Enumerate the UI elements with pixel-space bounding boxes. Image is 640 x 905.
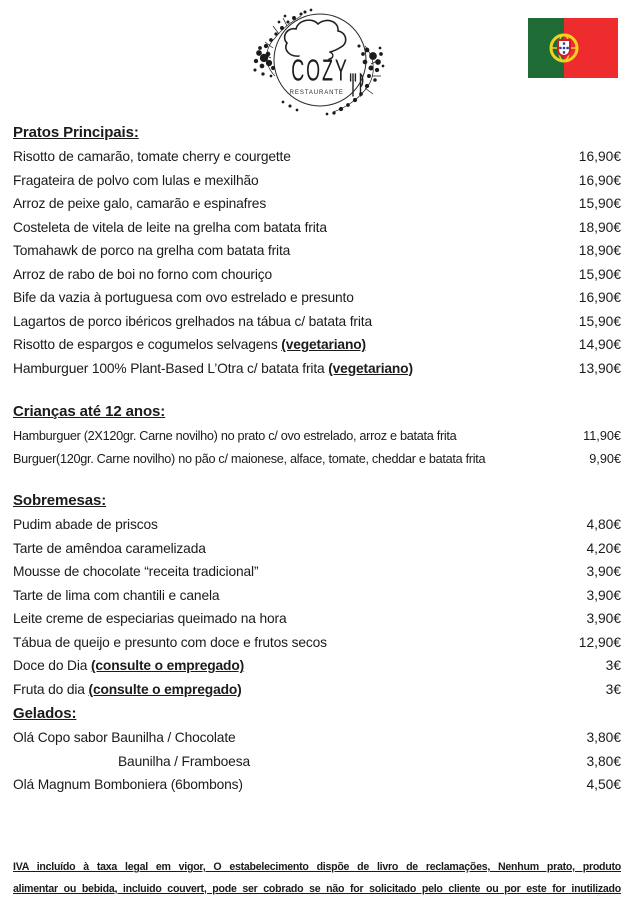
menu-item bbox=[13, 560, 621, 584]
menu-section bbox=[13, 701, 621, 797]
menu-item-price: 11,90€ bbox=[583, 428, 621, 443]
menu-item-price: 18,90€ bbox=[578, 243, 621, 259]
menu-item-name bbox=[13, 754, 250, 769]
menu-item bbox=[13, 424, 621, 448]
menu-item bbox=[13, 239, 621, 263]
restaurant-logo bbox=[235, 4, 405, 118]
legal-footer bbox=[13, 857, 621, 900]
menu-item-text: Tarte de amêndoa caramelizada bbox=[13, 540, 206, 556]
menu-item-text: Doce do Dia bbox=[13, 658, 91, 674]
menu-section bbox=[13, 120, 621, 380]
menu-item-name bbox=[13, 196, 266, 211]
menu-item-name bbox=[13, 267, 272, 282]
menu-item-price: 16,90€ bbox=[578, 172, 621, 188]
menu-item-name bbox=[13, 611, 287, 626]
menu-item-name bbox=[13, 337, 366, 352]
menu-item bbox=[13, 631, 621, 655]
menu-item bbox=[13, 192, 621, 216]
menu-item bbox=[13, 537, 621, 561]
menu-item-text: Risotto de espargos e cogumelos selvagens bbox=[13, 337, 282, 353]
menu-item-text: Arroz de peixe galo, camarão e espinafres bbox=[13, 196, 267, 212]
menu-item-price: 3,90€ bbox=[586, 611, 621, 627]
menu-item-price: 18,90€ bbox=[578, 219, 621, 235]
menu-item-text: Olá Magnum Bomboniera (6bombons) bbox=[13, 777, 243, 793]
menu-item-tag: (consulte o empregado) bbox=[90, 658, 245, 674]
menu-sections bbox=[13, 120, 621, 797]
menu-item-text: Tábua de queijo e presunto com doce e frutos secos bbox=[13, 634, 327, 650]
menu-item-text: Bife da vazia à portuguesa com ovo estrelado e presunto bbox=[13, 290, 354, 306]
menu-item-price: 4,50€ bbox=[586, 777, 621, 793]
menu-item-name bbox=[13, 243, 290, 258]
menu-item-price: 3,80€ bbox=[586, 753, 621, 769]
menu-item bbox=[13, 448, 621, 472]
section-title: Gelados: bbox=[13, 705, 77, 722]
menu-item-text: Burguer(120gr. Carne novilho) no pão c/ maionese, alface, tomate, cheddar e batata frita bbox=[13, 452, 486, 467]
section-title: Pratos Principais: bbox=[13, 124, 139, 141]
menu-item-text: Fragateira de polvo com lulas e mexilhão bbox=[13, 172, 259, 188]
menu-item-text: Hamburguer 100% Plant-Based L’Otra c/ batata frita bbox=[13, 360, 329, 376]
menu-item bbox=[13, 263, 621, 287]
menu-item-price: 16,90€ bbox=[578, 290, 621, 306]
menu-item-price: 3,80€ bbox=[586, 730, 621, 746]
menu-item-price: 16,90€ bbox=[578, 149, 621, 165]
menu-item-price: 15,90€ bbox=[578, 266, 621, 282]
menu-item bbox=[13, 654, 621, 678]
menu-item bbox=[13, 333, 621, 357]
menu-section bbox=[13, 399, 621, 471]
menu-item-price: 4,20€ bbox=[586, 540, 621, 556]
menu-item-price: 4,80€ bbox=[586, 517, 621, 533]
menu-item-name bbox=[13, 635, 327, 650]
menu-item-tag: (vegetariano) bbox=[328, 360, 413, 376]
menu-item-text: Olá Copo sabor Baunilha / Chocolate bbox=[13, 730, 236, 746]
menu-item-name bbox=[13, 564, 258, 579]
menu-item-name bbox=[13, 777, 243, 792]
menu-item bbox=[13, 750, 621, 774]
menu-item-tag: (vegetariano) bbox=[281, 337, 366, 353]
menu-item-text: Arroz de rabo de boi no forno com chouriço bbox=[13, 266, 273, 282]
menu-item-name bbox=[13, 290, 354, 305]
menu-item-tag: (consulte o empregado) bbox=[88, 681, 242, 697]
menu-item-text: Baunilha / Framboesa bbox=[118, 753, 250, 769]
menu-item bbox=[13, 145, 621, 169]
menu-item bbox=[13, 584, 621, 608]
menu-item-name bbox=[13, 682, 242, 697]
menu-item-name bbox=[13, 429, 456, 443]
menu-item bbox=[13, 286, 621, 310]
menu-item-text: Lagartos de porco ibéricos grelhados na tábua c/ batata frita bbox=[13, 313, 373, 329]
menu-item bbox=[13, 216, 621, 240]
menu-item-price: 14,90€ bbox=[578, 337, 621, 353]
menu-item-text: Hamburguer (2X120gr. Carne novilho) no prato c/ ovo estrelado, arroz e batata frita bbox=[13, 428, 457, 443]
menu-item-price: 15,90€ bbox=[578, 313, 621, 329]
menu-item bbox=[13, 726, 621, 750]
header bbox=[0, 0, 640, 118]
menu-item-name bbox=[13, 658, 244, 673]
menu-item-price: 9,90€ bbox=[589, 452, 621, 467]
menu-item bbox=[13, 357, 621, 381]
menu-item-name bbox=[13, 149, 291, 164]
brand-subtitle: RESTAURANTE bbox=[289, 90, 344, 96]
menu-item bbox=[13, 607, 621, 631]
menu-item-price: 12,90€ bbox=[578, 634, 621, 650]
portugal-flag-icon bbox=[528, 18, 618, 78]
menu-item-price: 3,90€ bbox=[586, 587, 621, 603]
menu-item-name bbox=[13, 220, 327, 235]
menu-item-name bbox=[13, 173, 259, 188]
menu-item-price: 3,90€ bbox=[586, 564, 621, 580]
menu-item bbox=[13, 310, 621, 334]
menu-item-text: Tarte de lima com chantili e canela bbox=[13, 587, 220, 603]
menu-item-price: 3€ bbox=[605, 658, 621, 674]
menu-item bbox=[13, 169, 621, 193]
brand-name: COZY bbox=[291, 54, 349, 88]
menu-item-name bbox=[13, 314, 372, 329]
menu-item-price: 13,90€ bbox=[578, 360, 621, 376]
menu-item-name bbox=[13, 588, 219, 603]
section-title: Crianças até 12 anos: bbox=[13, 403, 166, 420]
menu-item bbox=[13, 513, 621, 537]
legal-text-line-2: alimentar ou bebida, incluido couvert, pode ser cobrado se não for solicitado pelo cliente ou por este for inutilizado bbox=[13, 882, 621, 895]
menu-item-price: 15,90€ bbox=[578, 196, 621, 212]
menu-item bbox=[13, 678, 621, 702]
menu-item-name bbox=[13, 730, 236, 745]
menu-item-price: 3€ bbox=[605, 681, 621, 697]
menu-item-name bbox=[13, 361, 413, 376]
menu-item-text: Pudim abade de priscos bbox=[13, 517, 158, 533]
legal-text-line-1: IVA incluído à taxa legal em vigor, O estabelecimento dispõe de livro de reclamações, Nenhum prato, produto bbox=[13, 861, 621, 873]
menu-item-text: Fruta do dia bbox=[13, 681, 89, 697]
section-title: Sobremesas: bbox=[13, 492, 107, 509]
menu-item-name bbox=[13, 517, 158, 532]
menu-item-text: Mousse de chocolate “receita tradicional” bbox=[13, 564, 259, 580]
menu-item-text: Costeleta de vitela de leite na grelha com batata frita bbox=[13, 219, 327, 235]
menu-item-text: Risotto de camarão, tomate cherry e courgette bbox=[13, 149, 291, 165]
menu-item-text: Leite creme de especiarias queimado na hora bbox=[13, 611, 287, 627]
menu-item-text: Tomahawk de porco na grelha com batata frita bbox=[13, 243, 291, 259]
menu-item-name bbox=[13, 452, 485, 466]
menu-section bbox=[13, 488, 621, 701]
menu-item bbox=[13, 773, 621, 797]
menu-item-name bbox=[13, 541, 206, 556]
